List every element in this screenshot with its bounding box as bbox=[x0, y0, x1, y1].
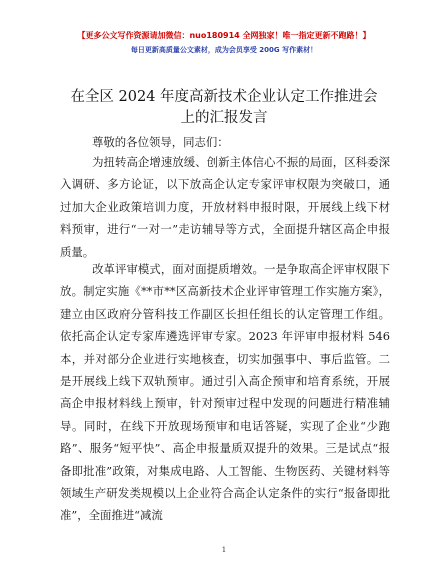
promo-banner-line1: 【更多公文写作资源请加微信：nuo180914 全网独家！唯一指定更新不跑路！】 bbox=[77, 31, 371, 40]
body-paragraph-1 bbox=[60, 151, 390, 263]
promo-banner-line2: 每日更新高质量公文素材，成为会员享受 200G 写作素材！ bbox=[130, 46, 318, 54]
page-number: 1 bbox=[221, 546, 227, 554]
title-line-1: 在全区 2024 年度高新技术企业认定工作推进会 bbox=[70, 89, 378, 105]
body-paragraph-2 bbox=[60, 258, 390, 527]
paragraph-1-text: 为扭转高企增速放缓、创新主体信心不振的局面，区科委深入调研、多方论证，以下放高企认定专家评审权限为突破口，通过加大企业政策培训力度，开放材料申报时限，开展线上线下材料预审，进行“一对一”走访辅导等方式，全面提升辖区高企申报质量。 bbox=[60, 155, 390, 259]
salutation: 尊敬的各位领导，同志们： bbox=[92, 135, 229, 149]
document-title bbox=[0, 87, 448, 129]
title-line-2: 上的汇报发言 bbox=[180, 110, 268, 126]
paragraph-2-text: 改革评审模式，面对面提质增效。一是争取高企评审权限下放。制定实施《**市**区高新技术企业评审管理工作实施方案》，建立由区政府分管科技工作副区长担任组长的认定管理工作组。依托高企认定专家库遴选评审专家。2023 年评审申报材料 546 本，并对部分企业进行实地核查，切实加强事中、事后监管。二是开展线上线下双轨预审。通过引入高企预审和培育系统，开展高企申报材料线上预审，针对预审过程中发现的问题进行精准辅导。同时，在线下开放现场预审和电话答疑，实现了企业“少跑路”、服务“短平快”、高企申报量质双提升的效果。三是试点“报备即批准”政策，对集成电路、人工智能、生物医药、关键材料等领域生产研发类规模以上企业符合高企认定条件的实行“报备即批准”，全面推进“减流 bbox=[60, 262, 390, 523]
